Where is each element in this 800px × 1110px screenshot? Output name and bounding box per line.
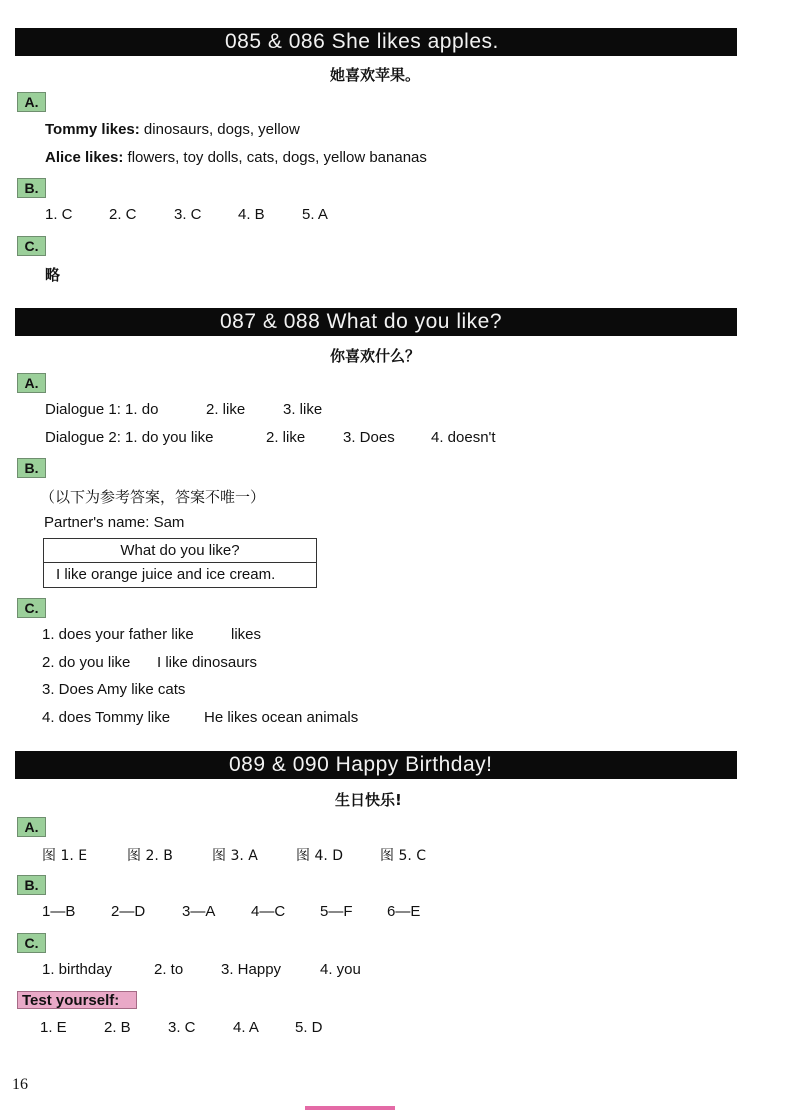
answer-row [40,1019,323,1036]
answer-text: flowers, toy dolls, cats, dogs, yellow bananas [123,149,427,166]
answer: 4. A [233,1019,259,1036]
answer: 2—D [111,903,146,920]
section-title-bar [15,308,737,336]
answer: 图 4. D [296,848,344,864]
answer: 4—C [251,903,286,920]
answer: 3—A [182,903,216,920]
label-a: A. [17,92,46,112]
answer: 2. C [109,206,137,223]
label-a: A. [17,817,46,837]
section-title: 087 & 088 What do you like? [220,310,503,333]
label-c: C. [17,598,46,618]
answer: likes [231,626,262,643]
answer: 2. to [154,961,184,978]
answer: 1. C [45,206,73,223]
answer-bold: Tommy likes: [45,121,140,138]
answer: 4. B [238,206,265,223]
answer-row [42,845,426,865]
answer-line [45,149,427,166]
table-cell: I like orange juice and ice cream. [56,566,276,583]
label-b: B. [17,458,46,478]
answer: I like dinosaurs [157,654,258,671]
answer: 3. Does [343,429,395,446]
label-test-yourself: Test yourself: [17,991,137,1009]
section-subtitle: 你喜欢什么？ [330,347,421,365]
answer: 图 2. B [127,848,173,864]
answer: 3. C [168,1019,196,1036]
answer-row [45,206,328,223]
label-c: C. [17,933,46,953]
answer: 4. doesn't [431,429,496,446]
answer-row [42,961,361,978]
answer: 2. B [104,1019,131,1036]
answer: 图 1. E [42,848,88,864]
answer-row [42,709,358,726]
answer: 2. like [266,429,306,446]
section-subtitle: 她喜欢苹果。 [330,66,421,84]
label-b: B. [17,178,46,198]
answer: Dialogue 2: 1. do you like [45,429,214,446]
answer: 3. Happy [221,961,282,978]
answer-row [42,681,185,698]
answer-row [42,903,420,920]
answer-text: 略 [45,267,61,284]
answer-row [42,654,257,671]
answer: 5—F [320,903,353,920]
answer: 1. does your father like [42,626,194,643]
section-subtitle: 生日快乐! [335,791,402,809]
answer: 5. D [295,1019,323,1036]
answer: 2. like [206,401,246,418]
answer: 图 5. C [380,848,427,864]
note-text: （以下为参考答案，答案不唯一） [40,488,266,506]
answer-text: dinosaurs, dogs, yellow [139,121,300,138]
answer: 2. do you like [42,654,131,671]
answer-row [45,401,322,418]
answer: Dialogue 1: 1. do [45,401,159,418]
label-b: B. [17,875,46,895]
section-title-bar [15,751,737,779]
answer: 4. does Tommy like [42,709,171,726]
table-header: What do you like? [44,539,316,563]
answer: 6—E [387,903,421,920]
answer: 图 3. A [212,848,258,864]
answer: 3. Does Amy like cats [42,681,186,698]
page-number: 16 [12,1076,28,1093]
answer-bold: Alice likes: [45,149,124,166]
label-c: C. [17,236,46,256]
answer: 5. A [302,206,328,223]
answer: 4. you [320,961,361,978]
answer-row [45,429,496,446]
section-title: 089 & 090 Happy Birthday! [229,753,493,776]
decorative-bar [305,1106,395,1110]
answer-row [42,626,261,643]
section-title: 085 & 086 She likes apples. [225,30,499,53]
answer: He likes ocean animals [204,709,359,726]
answer: 1—B [42,903,76,920]
answer-table [43,538,317,588]
section-title-bar [15,28,737,56]
answer: 3. C [174,206,202,223]
label-a: A. [17,373,46,393]
answer: 1. E [40,1019,67,1036]
answer-line [45,121,300,138]
partner-name: Partner's name: Sam [44,514,185,531]
answer: 1. birthday [42,961,113,978]
answer: 3. like [283,401,323,418]
